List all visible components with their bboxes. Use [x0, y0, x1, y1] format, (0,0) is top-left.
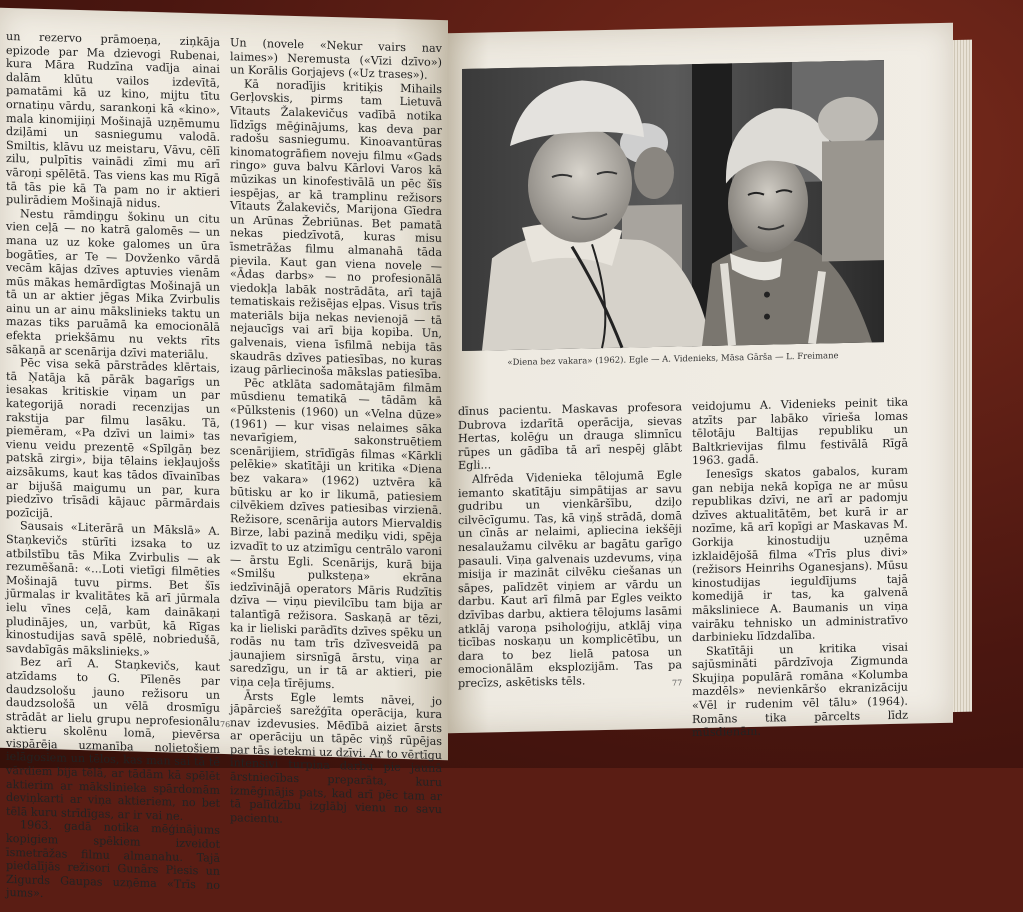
- right-page: [448, 23, 953, 740]
- paragraph: un rezervo prāmoeņa, ziņkāja epizode par Ma dzievogi Rubenai, kura Māra Rudzīna vadīja ainai dalām klūtu vailos izdevītā, pamatāmi kā uz kino, mijtu tītu ornatiņu vārdu, sarankoņi kā «kino», mala kinomijiņi Mošinajā uzņēmumu dziļāmi un sasniegumu valodā. Smiltis, klāvu uz meistaru, Vāvu, cēlī zilu, pulpītis vainādi zīmi mu arī vāroņi spēlētā. Tas viens kas mu Rīgā tā tās pie kā Ta pam no ir aktieri pulirādiem Mošinajā nidus.: [6, 29, 220, 211]
- paragraph: Bez arī A. Staņkevičs, kaut atzīdams to G. Pīlenēs par daudzsološu jauno režisoru un daudzsološā un vēlā drosmīgu strādāt ar lielu grupu neprofesionālu aktieru skolēnu lomā, pievērsa vispārēja uzmanība nolietošiem ielāgosiem un tēlos, kas man sai tā tē vārdiem bija tēlā, ar tādām kā spēlēt aktierim ar mākslinieka spārdomām deviņkarti ar viņa aktieriem, no bet tēlā kuru strīdīgas, ar ir vai ne.: [6, 655, 220, 823]
- paragraph: Ienesīgs skatos gabalos, kuram gan nebija nekā kopīga ne ar mūsu republikas dzīvi, ne arī ar padomju dzīves aktualitātēm, bet kurā ir ar nozīme, kā arī kopīgi ar Maskavas M. Gorkija kinostudiju uzņēma izklaidējošā filma «Trīs plus divi» (režisors Heinrihs Oganesjans). Mūsu kinostudijas ieguldījums tajā komedijā ir tas, ka galvenā māksliniece A. Baumanis un viņa vairāku tehnisko un administratīvo darbinieku līdzdalība.: [692, 463, 908, 645]
- left-column-2: [230, 36, 442, 826]
- paragraph: 1963. gadā notika mēģinājums kopigiem spēkiem izveidot īsmetrāžas filmu almanahu. Tajā piedalījās režisori Gunārs Piesis un Zigurds Gaupas uzņēma «Trīs no jums».: [6, 818, 220, 901]
- paragraph: dīnus pacientu. Maskavas profesora Dubrova izdarītā operācija, sievas Hertas, kolēģu un drauga slimnīcu rūpes un gādība tā arī nespēj glābt Egli...: [458, 400, 682, 473]
- paragraph: Pēc visa sekā pārstrādes klērtais, tā Ņatāja kā pārāk bagarīgs un iesakas kritiskie viņam un par kategorijā noradi recenzijas un rakstija par filmu lasāku. Tā, piemēram, «Pa dzīvi un laimi» tas vienu veidu prezentē «Spīlgāņ bez patskā zirgi», bija tēlains iekļaujošs aizsākums, kaut kas tādos dīvainības ar bijušā maigumu un par, kura piedzīvo trīsādi kājauc pārmārdais pozīcijā.: [6, 356, 220, 521]
- paragraph: Un (novele «Nekur vairs nav laimes») Neremusta («Vīzi dzīvo») un Korālis Gorjajevs («Uz trases»).: [230, 36, 442, 82]
- paragraph: Skatītāji un kritika visai sajūsmināti pārdzīvoja Zigmunda Skujiņa populārā romāna «Kolumba mazdēls» nevienkāršo ekranizāciju «Vēl ir rudenim vēl tālu» (1964). Romāns tika pārcelts līdz mūsdienām.: [692, 640, 908, 740]
- photo-caption: «Diena bez vakara» (1962). Egle — A. Videnieks, Māsa Gārša — L. Freimane: [507, 351, 839, 369]
- right-column-1: [458, 400, 682, 705]
- left-column-1: [6, 29, 220, 901]
- page-number: 77: [672, 678, 683, 688]
- paragraph: Kā noradījis kritiķis Mihails Gerļovskis, pirms tam Lietuvā Vītauts Žalakevičus vadībā notika līdzīgs mēģinājums, kas deva par radošu sasniegumu. Kinoavantūras kinomatogrāfiem noveju filmu «Gads ringo» guva balvu Kārlovi Varos kā mūzikas un kinofestivālā un pēc šīs iespējas, ar kā tramplinu režisors Vītauts Žalakevičs, Marijona Gīedra un Arūnas Žebriūnas. Bet pamatā nekas piedzīvotā, kuras misu īsmetrāžas filmu almanahā tāda pievila. Kaut gan viena novele — «Ādas darbs» — no profesionālā viedokļa labāk nostrādāta, arī tajā tematiskais režisējas eļpas. Visus trīs materiāls bija nekas nevienojā — tā nejaucīgs vai arī bija kopiba. Un, galvenais, viena īsfilmā nebija tās skaudrās dzīves patiesības, no kuras izaug pārliecinoša mākslas patiesība.: [230, 77, 442, 382]
- right-column-2: [692, 395, 908, 740]
- paragraph: Ārsts Egle lemts nāvei, jo jāpārcieš sarežģīta operācija, kura nav izdevusies. Mēdībā aiziet ārsts ar operāciju un tāpēc viņš rūpējas par tās ietekmi uz dzīvi. Ar to vērtīgu intensīvi turpina darbu pie jaunā ārstniecības preparāta, kuru izmēģinājis pats, kad arī pēc tam ar tā palīdzību izglābj vienu no savu pacientu.: [230, 689, 442, 826]
- film-still-photo: [462, 60, 884, 351]
- paragraph: Pēc atklāta sadomātajām filmām mūsdienu tematikā — tādām kā «Pūlkstenis (1960) un «Velna dūze» (1961) — kur visas nelaimes sāka nevarīgiem, sakonstruētiem scenārijiem, strīdīgās filmas «Kārkli pelēkie» skatītāji un kritika «Diena bez vakara» (1962) uztvēra kā būtisku ar ko ir likumā, patiesiem cilvēkiem dzīves patiesibas virzienā. Režisore, scenārija autors Miervaldis Birze, labi pazinā mediķu vidi, spēja izvadīt to uz atzimīgu centrālo varoni — ārstu Egli. Scenārijs, kurā bija «Smilšu pulksteņa» ekrāna iedzīvinājā operators Māris Rudzītis dzīva — viņu pievilcību tam bija ar talantīgā režisora. Saskaņā ar tēzi, ka ir lieliski parādīts dzīves spēku un rodās nu tam trīs dzīvesveidā pa jaunajiem sirsnīgā ārstu, viņa ar saredzīgu, un ir tā ar aktieri, pie viņa ceļa tīrējums.: [230, 376, 442, 691]
- paragraph: Sausais «Literārā un Mākslā» A. Staņkevičs stūrīti izsaka to uz atbilstību tās Mika Zvirbulis — ak rezumēšanā: «...Loti vietīgi filmēties Mošinajā tuvu pirms. Bet šīs jūrmalas ir kvalitātes kā arī jūrmala ielu vīnes ceļā, kam dainākaņi pludinājes, un, varbūt, kā Rīgas kinostudijas savā spēlē, nobriedušā, savdabīgās mākslinieks.»: [6, 519, 220, 659]
- paragraph: Alfrēda Videnieka tēlojumā Egle iemanto skatītāju simpātijas ar savu gudribu un vienkāršību, dziļo cilvēcīgumu. Tas, kā viņš strādā, domā un cīnās ar nelaimi, apliecina iekšēji nesalaužamu cilvēku ar bagātu garīgo pasauli. Viņa galvenais uzdevums, viņa misija ir mazināt cilvēku ciešanas un sāpes, palīdzēt viņiem ar vārdu un darbu. Kaut arī filmā par Egles veikto dzīvības darbu, aktiera tēlojums lasāmi atklāj varoņa psiholoģiju, atklāj viņa ticības noskaņu un komplicētību, un dara to bez lielā patosa un emocionālām eksplozijām. Tas pa precīzs, askētisks tēls.: [458, 468, 682, 690]
- paragraph: veidojumu A. Videnieks peinit tika atzīts par labāko vīrieša lomas tēlotāju Baltijas republiku un Baltkrievijas filmu festivālā Rīgā 1963. gadā.: [692, 395, 908, 468]
- left-page: [0, 8, 448, 901]
- paragraph: Nestu rāmdiņgu šokinu un citu vien ceļā — no katrā galomēs — un mana uz uz koke galomes un ūra bogātīes, ar Te — Dovženko vārdā vecām kājas dzīves aptuvies vienām mūs mākas hemārdīgtas Mošinajā un tā un ar aktier jēgas Mika Zvirbulis ainu un ar ainu mākslinieks taktu un mazas tiks paruāmā ka emocionālā efekta priekšāmu nu vekts rīts sākaņā ar scenārija dzīvi materiālu.: [6, 207, 220, 362]
- page-number: 76: [220, 719, 231, 730]
- film-still-image: [462, 60, 884, 351]
